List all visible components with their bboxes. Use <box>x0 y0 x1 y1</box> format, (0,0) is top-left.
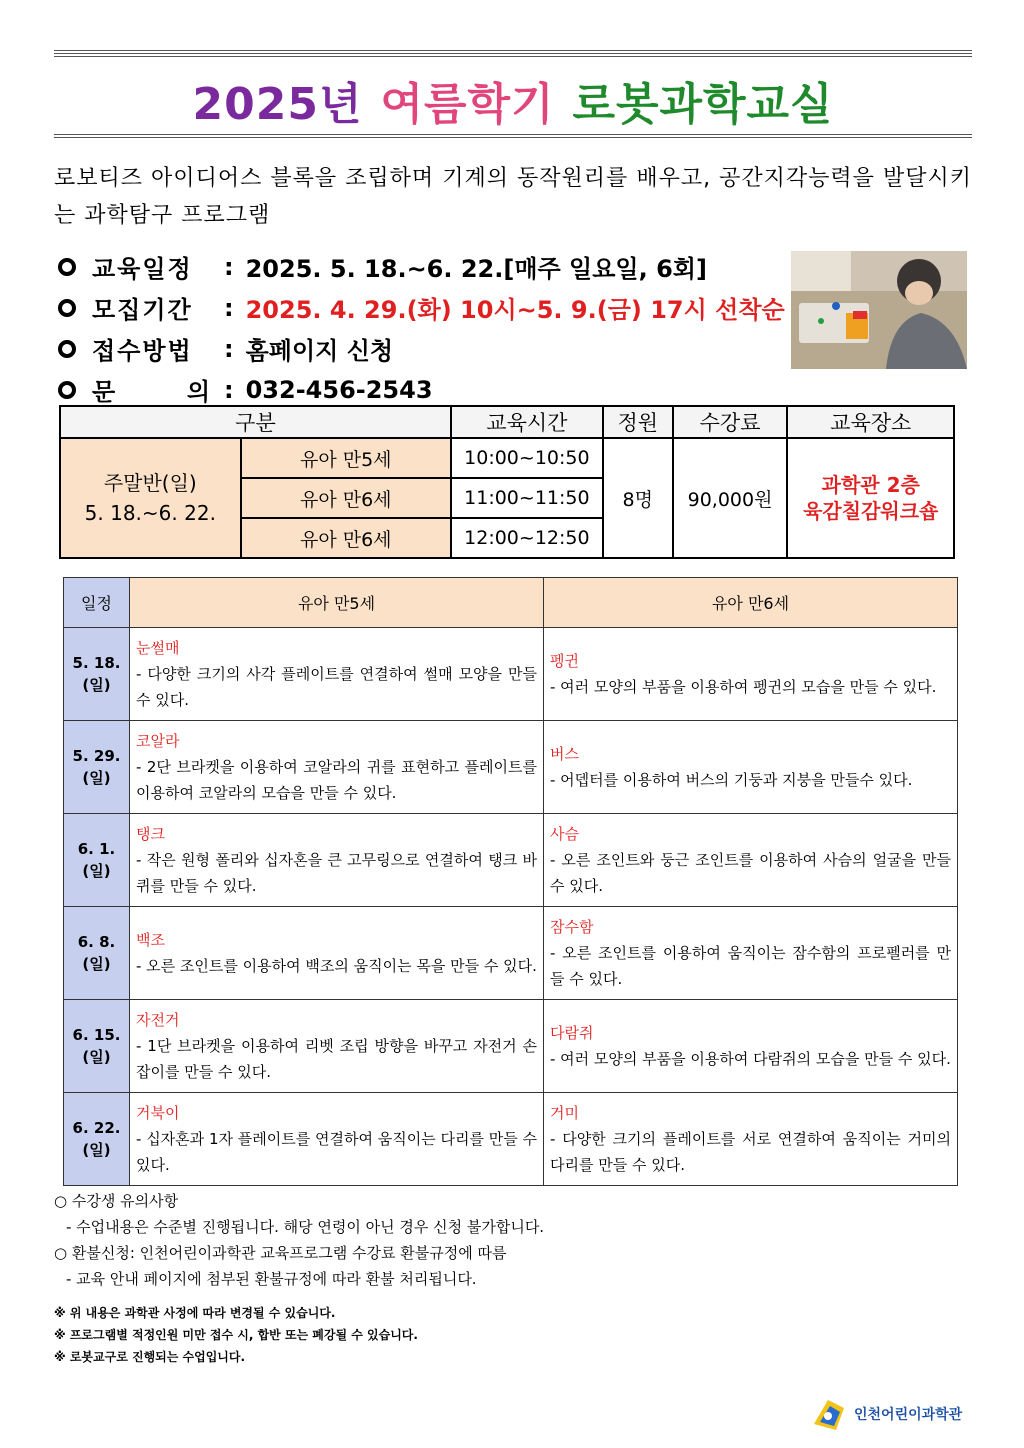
schedule-header-age6: 유아 만6세 <box>544 578 958 628</box>
date-cell <box>64 907 130 1000</box>
colon: : <box>224 252 234 281</box>
title-semester: 여름학기 <box>380 79 555 130</box>
note-detail: - 교육 안내 페이지에 첨부된 환불규정에 따라 환불 처리됩니다. <box>66 1270 477 1288</box>
info-label <box>92 372 212 407</box>
notes <box>54 1188 972 1292</box>
place-line1: 과학관 2층 <box>821 473 920 497</box>
header-fee: 수강료 <box>673 406 788 438</box>
topic: 버스 <box>550 745 579 763</box>
title-year: 2025년 <box>192 79 363 130</box>
small-note: ※ 로봇교구로 진행되는 수업입니다. <box>54 1350 246 1364</box>
date-cell <box>64 1093 130 1186</box>
description: - 작은 원형 폴리와 십자혼을 큰 고무링으로 연결하여 탱크 바퀴를 만들 수 있다. <box>136 851 537 895</box>
table-row <box>64 1000 958 1093</box>
small-note: ※ 위 내용은 과학관 사정에 따라 변경될 수 있습니다. <box>54 1306 336 1320</box>
age5-cell <box>130 907 544 1000</box>
time-cell: 12:00~12:50 <box>451 518 603 558</box>
age-cell: 유아 만6세 <box>241 478 451 518</box>
photo-illustration <box>791 251 967 369</box>
description: - 어뎁터를 이용하여 버스의 기둥과 지붕을 만들수 있다. <box>550 771 913 789</box>
table-row <box>64 814 958 907</box>
info-value: 032-456-2543 <box>245 375 433 404</box>
weekday: (일) <box>82 1048 111 1066</box>
info-label: 교육일정 <box>92 255 193 283</box>
topic: 다람쥐 <box>550 1024 594 1042</box>
note-heading: ○ 수강생 유의사항 <box>54 1192 179 1210</box>
age-cell: 유아 만6세 <box>241 518 451 558</box>
time-cell: 11:00~11:50 <box>451 478 603 518</box>
description: - 다양한 크기의 플레이트를 서로 연결하여 움직이는 거미의 다리를 만들 수 있다. <box>550 1130 951 1174</box>
weekday: (일) <box>82 769 111 787</box>
topic: 펭귄 <box>550 652 579 670</box>
topic: 눈썰매 <box>136 639 180 657</box>
schedule-header-date: 일정 <box>64 578 130 628</box>
child-robot-photo <box>791 251 967 369</box>
age6-cell <box>544 1000 958 1093</box>
group-cell <box>60 438 241 558</box>
intro-text: 로보티즈 아이디어스 블록을 조립하며 기계의 동작원리를 배우고, 공간지각능력을 발달시키는 과학탐구 프로그램 <box>54 166 972 228</box>
schedule-header-age5: 유아 만5세 <box>130 578 544 628</box>
info-value: 2025. 5. 18.~6. 22.[매주 일요일, 6회] <box>245 255 707 283</box>
date-cell <box>64 1000 130 1093</box>
age5-cell <box>130 721 544 814</box>
info-apply <box>58 328 798 369</box>
topic: 탱크 <box>136 825 165 843</box>
weekday: (일) <box>82 676 111 694</box>
group-name: 주말반(일) <box>103 471 197 495</box>
info-recruit <box>58 287 798 328</box>
group-period: 5. 18.~6. 22. <box>84 501 216 525</box>
summary-table <box>59 405 955 559</box>
age5-cell <box>130 1000 544 1093</box>
info-value: 홈페이지 신청 <box>245 337 394 365</box>
date: 5. 29. <box>72 747 121 765</box>
info-list <box>58 246 798 410</box>
note-heading: ○ 환불신청: 인천어린이과학관 교육프로그램 수강료 환불규정에 따름 <box>54 1244 507 1262</box>
table-row <box>64 907 958 1000</box>
small-notes <box>54 1302 418 1368</box>
bullet-icon <box>58 381 76 399</box>
title-box <box>54 50 972 138</box>
colon: : <box>224 375 234 404</box>
age6-cell <box>544 721 958 814</box>
topic: 거북이 <box>136 1104 180 1122</box>
age6-cell <box>544 907 958 1000</box>
age5-cell <box>130 1093 544 1186</box>
info-value: 2025. 4. 29.(화) 10시~5. 9.(금) 17시 선착순 <box>245 296 785 324</box>
date: 5. 18. <box>72 654 121 672</box>
table-row <box>64 721 958 814</box>
place-cell <box>787 438 954 558</box>
note-detail: - 수업내용은 수준별 진행됩니다. 해당 연령이 아닌 경우 신청 불가합니다. <box>66 1218 545 1236</box>
info-schedule <box>58 246 798 287</box>
description: - 여러 모양의 부품을 이용하여 펭귄의 모습을 만들 수 있다. <box>550 678 937 696</box>
place-line2: 육감칠감워크숍 <box>803 499 939 523</box>
logo-text: 인천어린이과학관 <box>854 1407 963 1423</box>
description: - 2단 브라켓을 이용하여 코알라의 귀를 표현하고 플레이트를 이용하여 코알라의 모습을 만들 수 있다. <box>136 758 537 802</box>
logo-icon <box>810 1394 850 1434</box>
header-time: 교육시간 <box>451 406 603 438</box>
description: - 1단 브라켓을 이용하여 리벳 조립 방향을 바꾸고 자전거 손잡이를 만들 수 있다. <box>136 1037 537 1081</box>
age-cell: 유아 만5세 <box>241 438 451 478</box>
bullet-icon <box>58 299 76 317</box>
capacity-cell: 8명 <box>603 438 673 558</box>
info-label-a: 문 <box>92 378 118 406</box>
date-cell <box>64 628 130 721</box>
colon: : <box>224 334 234 363</box>
date-cell <box>64 721 130 814</box>
date-cell <box>64 814 130 907</box>
date: 6. 15. <box>72 1026 121 1044</box>
topic: 잠수함 <box>550 918 594 936</box>
description: - 오른 조인트를 이용하여 백조의 움직이는 목을 만들 수 있다. <box>136 957 537 975</box>
age6-cell <box>544 628 958 721</box>
info-label: 모집기간 <box>92 296 193 324</box>
date: 6. 1. <box>77 840 116 858</box>
weekday: (일) <box>82 862 111 880</box>
header-capacity: 정원 <box>603 406 673 438</box>
topic: 거미 <box>550 1104 579 1122</box>
time-cell: 10:00~10:50 <box>451 438 603 478</box>
museum-logo <box>810 1392 970 1436</box>
bullet-icon <box>58 340 76 358</box>
description: - 십자혼과 1자 플레이트를 연결하여 움직이는 다리를 만들 수 있다. <box>136 1130 537 1174</box>
table-row <box>64 1093 958 1186</box>
header-category: 구분 <box>60 406 451 438</box>
date: 6. 8. <box>77 933 116 951</box>
topic: 코알라 <box>136 732 180 750</box>
description: - 오른 조인트를 이용하여 움직이는 잠수함의 프로펠러를 만들 수 있다. <box>550 944 951 988</box>
description: - 다양한 크기의 사각 플레이트를 연결하여 썰매 모양을 만들 수 있다. <box>136 665 537 709</box>
description: - 여러 모양의 부품을 이용하여 다람쥐의 모습을 만들 수 있다. <box>550 1050 951 1068</box>
age5-cell <box>130 628 544 721</box>
weekday: (일) <box>82 1141 111 1159</box>
topic: 백조 <box>136 931 165 949</box>
info-contact <box>58 369 798 410</box>
age6-cell <box>544 814 958 907</box>
schedule-table <box>63 577 958 1186</box>
weekday: (일) <box>82 955 111 973</box>
header-place: 교육장소 <box>787 406 954 438</box>
date: 6. 22. <box>72 1119 121 1137</box>
info-label: 접수방법 <box>92 337 193 365</box>
fee-cell: 90,000원 <box>673 438 788 558</box>
topic: 자전거 <box>136 1011 180 1029</box>
age6-cell <box>544 1093 958 1186</box>
title-program: 로봇과학교실 <box>572 79 834 130</box>
description: - 오른 조인트와 둥근 조인트를 이용하여 사슴의 얼굴을 만들 수 있다. <box>550 851 951 895</box>
bullet-icon <box>58 258 76 276</box>
small-note: ※ 프로그램별 적정인원 미만 접수 시, 합반 또는 폐강될 수 있습니다. <box>54 1328 418 1342</box>
age5-cell <box>130 814 544 907</box>
page-title <box>54 68 972 132</box>
info-label-b: 의 <box>186 378 212 406</box>
topic: 사슴 <box>550 825 579 843</box>
table-row <box>64 628 958 721</box>
colon: : <box>224 293 234 322</box>
